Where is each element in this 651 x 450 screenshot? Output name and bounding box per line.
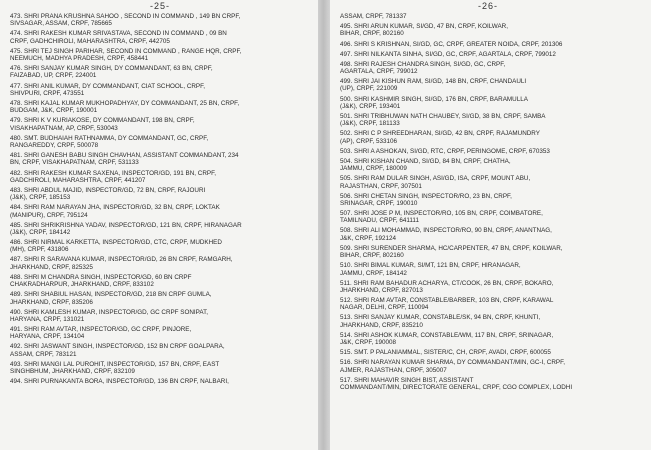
entry-line: SIVSAGAR, ASSAM, CRPF, 785665 xyxy=(10,20,112,28)
page-gutter xyxy=(318,0,330,450)
list-entry xyxy=(340,113,643,128)
list-entry xyxy=(340,61,643,76)
list-entry xyxy=(10,135,314,150)
entry-line: HARYANA, CRPF, 134104 xyxy=(10,333,85,341)
list-entry xyxy=(10,291,314,306)
list-entry xyxy=(10,48,314,63)
entry-line: (J&K), CRPF, 193401 xyxy=(340,102,401,110)
entry-line: 509. SHRI SURENDER SHARMA, HC/CARPENTER, 47 BN, CRPF, KOILWAR, xyxy=(340,244,563,252)
list-entry xyxy=(10,361,314,376)
entry-line: SHIVPURI, CRPF, 473551 xyxy=(10,89,85,97)
entry-line: 517. SHRI MAHAVIR SINGH BIST, ASSISTANT xyxy=(340,376,474,384)
entry-line: 512. SHRI RAM AVTAR, CONSTABLE/BARBER, 103 BN, CRPF, KARAWAL xyxy=(340,297,554,305)
entry-line: BIHAR, CRPF, 802160 xyxy=(340,252,404,260)
entry-line: FAIZABAD, UP, CRPF, 224001 xyxy=(10,72,97,80)
entry-line: 487. SHRI R SARAVANA KUMAR, INSPECTOR/GD, 26 BN CRPF, RAMGARH, xyxy=(10,256,233,264)
entry-line: 515. SMT. P PALANIAMMAL, SISTER/C, CH, CRPF, AVADI, CRPF, 600055 xyxy=(340,349,551,357)
entry-line: 501. SHRI TRIBHUWAN NATH CHAUBEY, SI/GD, 38 BN, CRPF, SAMBA xyxy=(340,112,546,120)
entry-line: 491. SHRI RAM AVTAR, INSPECTOR/GD, GC CRPF, PINJORE, xyxy=(10,326,192,334)
entry-line: 479. SHRI K V KURIAKOSE, DY COMMANDANT, 198 BN, CRPF, xyxy=(10,117,195,125)
entry-line: JHARKHAND, CRPF, 825325 xyxy=(10,263,93,271)
entry-line: HARYANA, CRPF, 131021 xyxy=(10,315,85,323)
list-entry xyxy=(10,222,314,237)
entry-line: 477. SHRI ANIL KUMAR, DY COMMANDANT, CIAT SCHOOL, CRPF, xyxy=(10,82,206,90)
entry-line: 514. SHRI ASHOK KUMAR, CONSTABLE/WM, 117 BN, CRPF, SRINAGAR, xyxy=(340,331,554,339)
entry-line: CHAKRADHARPUR, JHARKHAND, CRPF, 833102 xyxy=(10,281,154,289)
entry-line: RAJASTHAN, CRPF, 307501 xyxy=(340,182,422,190)
list-entry xyxy=(340,193,643,208)
entry-line: NEEMUCH, MADHYA PRADESH, CRPF, 458441 xyxy=(10,55,149,63)
entry-line: NAGAR, DELHI, CRPF, 110094 xyxy=(340,304,429,312)
entry-line: 490. SHRI KAMLESH KUMAR, INSPECTOR/GD, GC CRPF SONIPAT, xyxy=(10,308,209,316)
entry-line: J&K, CRPF, 192124 xyxy=(340,234,397,242)
entry-line: 474. SHRI RAKESH KUMAR SRIVASTAVA, SECOND IN COMMAND , 09 BN xyxy=(10,30,227,38)
list-entry xyxy=(10,378,314,385)
entry-line: 500. SHRI KASHMIR SINGH, SI/GD, 176 BN, CRPF, BARAMULLA xyxy=(340,95,528,103)
list-entry xyxy=(10,30,314,45)
entry-line: JHARKHAND, CRPF, 835210 xyxy=(340,321,423,329)
entry-line: (MANIPUR), CRPF, 795124 xyxy=(10,211,88,219)
entry-line: 482. SHRI RAKESH KUMAR SAXENA, INSPECTOR/GD, 191 BN, CRPF, xyxy=(10,169,216,177)
list-entry xyxy=(340,359,643,374)
list-entry xyxy=(10,204,314,219)
entry-line: AJMER, RAJASTHAN, CRPF, 305007 xyxy=(340,366,447,374)
left-entry-list xyxy=(10,13,314,385)
right-page-number: -26- xyxy=(478,1,499,11)
left-page-number: -25- xyxy=(150,1,171,11)
entry-line: 494. SHRI PURNAKANTA BORA, INSPECTOR/GD, 136 BN CRPF, NALBARI, xyxy=(10,378,229,386)
entry-line: TAMILNADU, CRPF, 641111 xyxy=(340,217,419,225)
left-page xyxy=(0,0,318,450)
entry-line: 484. SHRI RAM NARAYAN JHA, INSPECTOR/GD, 32 BN, CRPF, LOKTAK xyxy=(10,204,220,212)
entry-line: 516. SHRI NARAYAN KUMAR SHARMA, DY COMMANDANT/MIN, GC-I, CRPF, xyxy=(340,359,565,367)
list-entry xyxy=(340,210,643,225)
entry-line: (UP), CRPF, 221009 xyxy=(340,85,398,93)
list-entry xyxy=(10,117,314,132)
entry-line: 503. SHRI A ASHOKAN, SI/GD, RTC, CRPF, PERINGOME, CRPF, 670353 xyxy=(340,147,550,155)
entry-line: 510. SHRI BIMAL KUMAR, SI/MT, 121 BN, CRPF, HIRANAGAR, xyxy=(340,262,521,270)
list-entry xyxy=(340,314,643,329)
entry-line: (MH), CRPF, 431806 xyxy=(10,246,69,254)
list-entry xyxy=(340,23,643,38)
entry-line: COMMANDANT/MIN, DIRECTORATE GENERAL, CRPF, CGO COMPLEX, LODHI xyxy=(340,383,573,391)
list-entry xyxy=(340,96,643,111)
list-entry xyxy=(340,41,643,48)
entry-line: GADCHIROLI, MAHARASHTRA, CRPF, 441207 xyxy=(10,176,146,184)
entry-line: 505. SHRI RAM DULAR SINGH, ASI/GD, ISA, CRPF, MOUNT ABU, xyxy=(340,175,531,183)
entry-line: BIHAR, CRPF, 802160 xyxy=(340,30,404,38)
entry-line: 481. SHRI GANESH BABU SINGH CHAVHAN, ASSISTANT COMMANDANT, 234 xyxy=(10,152,239,160)
list-entry xyxy=(10,239,314,254)
entry-line: SINGHBHUM, JHARKHAND, CRPF, 832109 xyxy=(10,368,135,376)
entry-line: JHARKHAND, CRPF, 835206 xyxy=(10,298,93,306)
list-entry xyxy=(10,100,314,115)
list-entry xyxy=(340,245,643,260)
list-entry xyxy=(340,297,643,312)
entry-line: AGARTALA, CRPF, 799012 xyxy=(340,68,418,76)
entry-line: 480. SMT. BUDHAIAH RATHNAMMA, DY COMMANDANT, GC, CRPF, xyxy=(10,134,209,142)
right-entry-list xyxy=(340,13,643,391)
list-entry xyxy=(10,309,314,324)
list-entry xyxy=(10,274,314,289)
entry-line: JAMMU, CRPF, 184142 xyxy=(340,269,407,277)
entry-line: (J&K), CRPF, 181133 xyxy=(340,120,400,128)
entry-line: (J&K), CRPF, 185153 xyxy=(10,194,71,202)
entry-line: 476. SHRI SANJAY KUMAR SINGH, DY COMMANDANT, 63 BN, CRPF, xyxy=(10,65,213,73)
list-entry xyxy=(340,332,643,347)
entry-line: 506. SHRI CHETAN SINGH, INSPECTOR/RO, 23 BN, CRPF, xyxy=(340,192,512,200)
entry-line: (AP), CRPF, 533106 xyxy=(340,137,398,145)
entry-line: 492. SHRI JASWANT SINGH, INSPECTOR/GD, 152 BN CRPF GOALPARA, xyxy=(10,343,225,351)
entry-line: CRPF, GADHCHIROLI, MAHARASHTRA, CRPF, 442705 xyxy=(10,37,170,45)
list-entry xyxy=(10,170,314,185)
entry-line: 478. SHRI KAJAL KUMAR MUKHOPADHYAY, DY COMMANDANT, 25 BN, CRPF, xyxy=(10,99,240,107)
entry-line: SRINAGAR, CRPF, 190010 xyxy=(340,199,418,207)
entry-line: J&K, CRPF, 190008 xyxy=(340,339,397,347)
list-entry xyxy=(340,280,643,295)
entry-line: 497. SHRI NILKANTA SINHA, SI/GD, GC, CRPF, AGARTALA, CRPF, 799012 xyxy=(340,50,556,58)
entry-line: 475. SHRI TEJ SINGH PARIHAR, SECOND IN COMMAND , RANGE HQR, CRPF, xyxy=(10,47,242,55)
entry-line: 499. SHRI JAI KISHUN RAM, SI/GD, 148 BN, CRPF, CHANDAULI xyxy=(340,78,527,86)
entry-line: 483. SHRI ABDUL MAJID, INSPECTOR/GD, 72 BN, CRPF, RAJOURI xyxy=(10,186,206,194)
entry-line: 504. SHRI KISHAN CHAND, SI/GD, 84 BN, CRPF, CHATHA, xyxy=(340,157,511,165)
list-entry xyxy=(10,152,314,167)
entry-line: 502. SHRI C P SHREEDHARAN, SI/GD, 42 BN, CRPF, RAJAMUNDRY xyxy=(340,130,540,138)
entry-line: (J&K), CRPF, 184142 xyxy=(10,228,71,236)
list-entry xyxy=(10,256,314,271)
entry-line: BUDGAM, J&K, CRPF, 190001 xyxy=(10,107,98,115)
entry-line: 489. SHRI SHABIUL HASAN, INSPECTOR/GD, 218 BN CRPF GUMLA, xyxy=(10,291,212,299)
entry-line: ASSAM, CRPF, 783121 xyxy=(10,350,77,358)
entry-line: 486. SHRI NIRMAL KARKETTA, INSPECTOR/GD, CTC, CRPF, MUDKHED xyxy=(10,239,222,247)
list-entry xyxy=(10,83,314,98)
list-entry xyxy=(340,158,643,173)
list-entry xyxy=(340,78,643,93)
entry-line: 498. SHRI RAJESH CHANDRA SINGH, SI/GD, GC, CRPF, xyxy=(340,60,506,68)
entry-line: ASSAM, CRPF, 781337 xyxy=(340,13,407,20)
list-entry xyxy=(340,349,643,356)
entry-line: BN, CRPF, VISAKHAPATNAM, CRPF, 531133 xyxy=(10,159,139,167)
list-entry xyxy=(340,130,643,145)
list-entry xyxy=(340,227,643,242)
list-entry xyxy=(10,13,314,28)
entry-line: VISAKHAPATNAM, AP, CRPF, 530043 xyxy=(10,124,118,132)
entry-line: 507. SHRI JOSE P M, INSPECTOR/RO, 105 BN, CRPF, COIMBATORE, xyxy=(340,210,543,218)
entry-line: JAMMU, CRPF, 180009 xyxy=(340,165,407,173)
entry-line: 495. SHRI ARUN KUMAR, SI/GD, 47 BN, CRPF, KOILWAR, xyxy=(340,23,508,31)
entry-line: 508. SHRI ALI MOHAMMAD, INSPECTOR/RO, 90 BN, CRPF, ANANTNAG, xyxy=(340,227,552,235)
entry-line: 485. SHRI SHRIKRISHNA YADAV, INSPECTOR/GD, 121 BN, CRPF, HIRANAGAR xyxy=(10,221,242,229)
list-entry xyxy=(10,187,314,202)
entry-line: 496. SHRI S KRISHNAN, SI/GD, GC, CRPF, GREATER NOIDA, CRPF, 201306 xyxy=(340,40,563,48)
list-entry xyxy=(340,13,643,20)
list-entry xyxy=(340,377,643,392)
list-entry xyxy=(340,262,643,277)
entry-line: RANGAREDDY, CRPF, 500078 xyxy=(10,141,99,149)
entry-line: 473. SHRI PRANA KRUSHNA SAHOO , SECOND IN COMMAND , 149 BN CRPF, xyxy=(10,13,241,20)
entry-line: 513. SHRI SANJAY KUMAR, CONSTABLE/SK, 94 BN, CRPF, KHUNTI, xyxy=(340,314,541,322)
list-entry xyxy=(10,326,314,341)
entry-line: 488. SHRI M CHANDRA SINGH, INSPECTOR/GD, 60 BN CRPF xyxy=(10,273,192,281)
right-page xyxy=(330,0,651,450)
entry-line: 511. SHRI RAM BAHADUR ACHARYA, CT/COOK, 26 BN, CRPF, BOKARO, xyxy=(340,279,554,287)
list-entry xyxy=(340,175,643,190)
entry-line: JHARKHAND, CRPF, 827013 xyxy=(340,286,423,294)
list-entry xyxy=(340,148,643,155)
list-entry xyxy=(340,51,643,58)
list-entry xyxy=(10,65,314,80)
list-entry xyxy=(10,343,314,358)
entry-line: 493. SHRI MANGI LAL PUROHIT, INSPECTOR/GD, 157 BN, CRPF, EAST xyxy=(10,360,220,368)
